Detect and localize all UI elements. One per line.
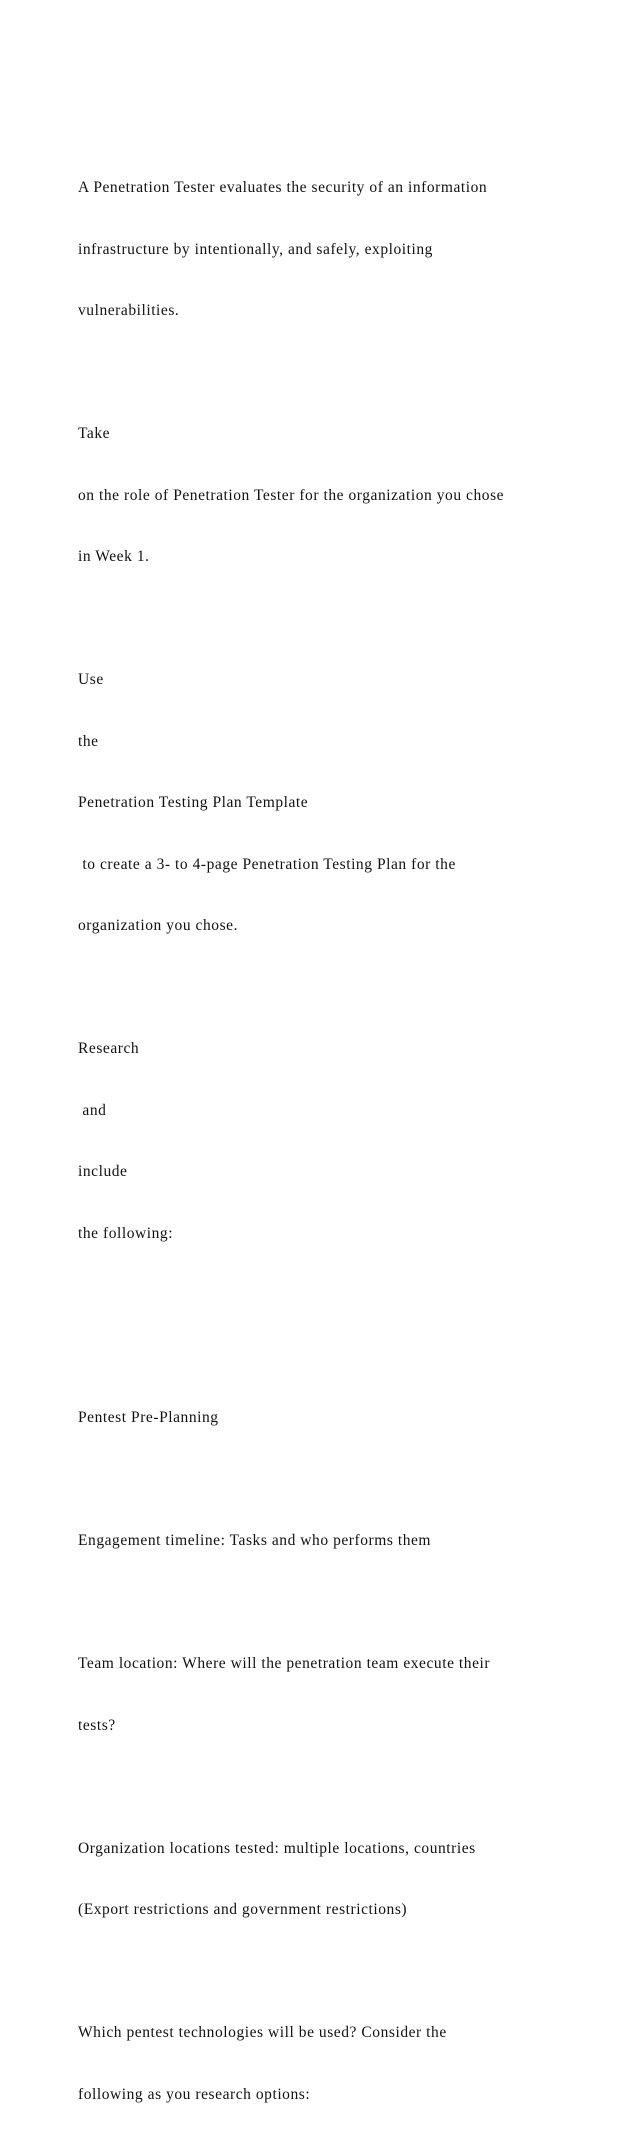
- text-line: following as you research options:: [78, 2085, 311, 2103]
- text-line: (Export restrictions and government restrictions): [78, 1901, 408, 1918]
- text-line: Take: [78, 425, 111, 442]
- text-line: include: [78, 1163, 128, 1180]
- text-line: infrastructure by intentionally, and safely, exploiting: [78, 240, 433, 258]
- text-line: A Penetration Tester evaluates the security of an information: [78, 179, 488, 196]
- text-line: tests?: [78, 1716, 116, 1734]
- text-line: to create a 3- to 4-page Penetration Testing Plan for the: [78, 855, 456, 873]
- text-line: the: [78, 732, 99, 750]
- blank-line: [78, 978, 618, 999]
- text-line: Which pentest technologies will be used? Consider the: [78, 2024, 447, 2041]
- template-reference: Penetration Testing Plan Template: [78, 794, 309, 811]
- blank-line: [78, 1962, 618, 1983]
- blank-line: [78, 363, 618, 384]
- blank-line: [78, 1777, 618, 1798]
- text-line: organization you chose.: [78, 917, 239, 934]
- blank-line: [78, 1593, 618, 1614]
- text-line: in Week 1.: [78, 548, 150, 565]
- document-body: [78, 137, 618, 2146]
- text-line: and: [78, 1101, 107, 1119]
- text-line: Organization locations tested: multiple locations, countries: [78, 1839, 476, 1857]
- text-line: Team location: Where will the penetration team execute their: [78, 1655, 491, 1672]
- text-line: Use: [78, 671, 104, 688]
- blank-line: [78, 1470, 618, 1491]
- blank-line: [78, 1347, 618, 1368]
- text-line: Engagement timeline: Tasks and who performs them: [78, 1532, 432, 1549]
- blank-line: [78, 1285, 618, 1306]
- text-line: Research: [78, 1040, 140, 1057]
- text-line: the following:: [78, 1224, 174, 1242]
- text-line: on the role of Penetration Tester for the organization you chose: [78, 486, 505, 504]
- text-line: vulnerabilities.: [78, 302, 180, 319]
- section-heading: Pentest Pre-Planning: [78, 1409, 219, 1426]
- blank-line: [78, 609, 618, 630]
